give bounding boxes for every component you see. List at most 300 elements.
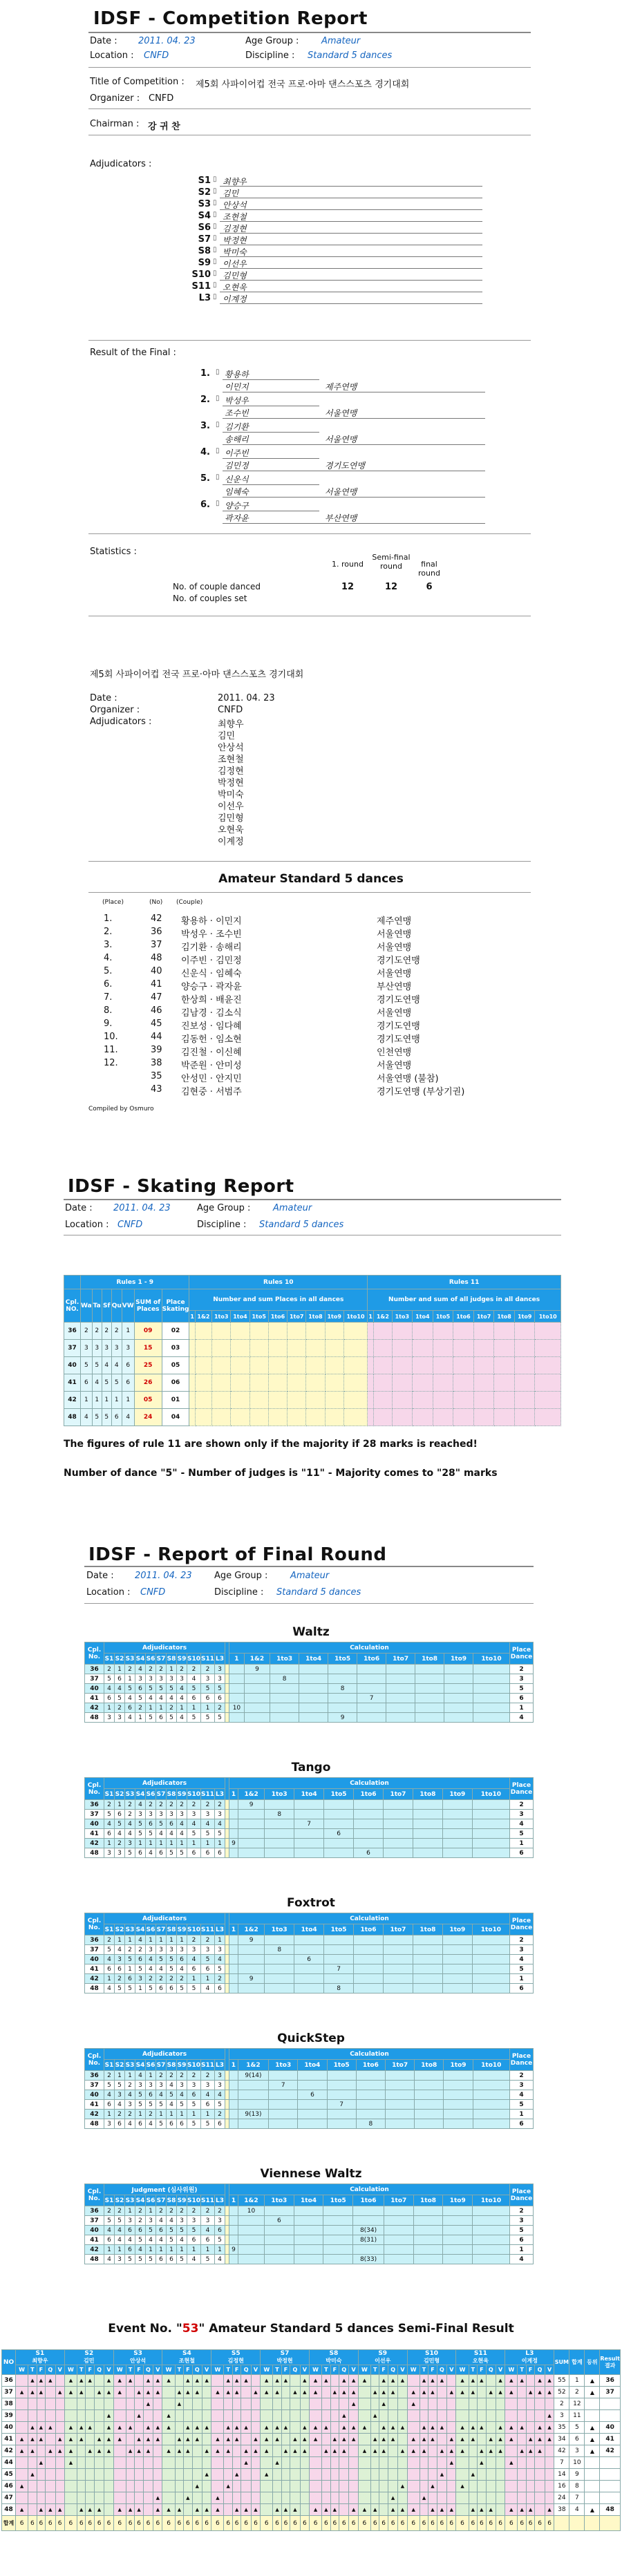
calc-header: 1to4 bbox=[294, 1789, 324, 1800]
mark-cell bbox=[505, 2445, 518, 2457]
calc-cell bbox=[473, 2206, 510, 2216]
sk-date: 2011. 04. 23 bbox=[113, 1203, 171, 1213]
calc-cell bbox=[356, 2090, 385, 2100]
mark-cell bbox=[211, 2469, 224, 2481]
summary-couple: 김진철 · 이신혜 bbox=[181, 1048, 242, 1058]
mark-cell: ▲ bbox=[486, 2445, 496, 2457]
footer-cell: 6 bbox=[86, 2516, 94, 2531]
mark-cell bbox=[370, 2375, 379, 2387]
judge-header bbox=[407, 2350, 456, 2365]
mark-cell: ▲ bbox=[456, 2434, 469, 2445]
mark-cell: ▲ bbox=[496, 2387, 505, 2398]
result-cell: 36 bbox=[600, 2375, 621, 2387]
mark-cell: 2 bbox=[177, 1665, 187, 1674]
mark-cell bbox=[126, 2434, 134, 2445]
mark-cell bbox=[447, 2469, 456, 2481]
mark-cell: ▲ bbox=[77, 2504, 86, 2516]
mark-cell bbox=[175, 2410, 183, 2422]
calc-cell bbox=[324, 1839, 354, 1848]
place-cell: 6 bbox=[510, 2119, 534, 2129]
fr-age: Amateur bbox=[290, 1571, 330, 1581]
cpl-cell: 40 bbox=[85, 2090, 104, 2100]
rule10-cell bbox=[195, 1323, 211, 1340]
mark-cell: 2 bbox=[104, 2071, 115, 2081]
mark-cell: ▲ bbox=[407, 2387, 420, 2398]
calc-cell bbox=[294, 2226, 323, 2235]
mark-cell bbox=[388, 2457, 397, 2469]
calc-cell bbox=[356, 2100, 385, 2110]
mark-cell: 5 bbox=[146, 2100, 156, 2110]
mark-cell: 4 bbox=[156, 2090, 167, 2100]
place-skating-cell: 04 bbox=[162, 1409, 189, 1426]
mark-cell bbox=[349, 2457, 358, 2469]
calc-cell bbox=[473, 2081, 509, 2090]
calc-cell bbox=[265, 1829, 294, 1839]
mark-cell: 1 bbox=[167, 1665, 177, 1674]
rule10-cell bbox=[189, 1357, 195, 1374]
mark-cell: 2 bbox=[146, 1974, 156, 1984]
dance-subheader: T bbox=[518, 2365, 526, 2375]
stats-r1-c2: 12 bbox=[384, 582, 398, 592]
calc-cell bbox=[229, 2090, 238, 2100]
mark-cell bbox=[518, 2387, 526, 2398]
table-row bbox=[85, 1800, 534, 1810]
mark-cell: 5 bbox=[135, 2100, 146, 2110]
mark-cell bbox=[55, 2469, 64, 2481]
mark-cell: ▲ bbox=[202, 2504, 211, 2516]
mark-cell: 1 bbox=[201, 1974, 215, 1984]
rule10-cell bbox=[195, 1357, 211, 1374]
mark-cell: 3 bbox=[177, 2081, 187, 2090]
dance-title: Foxtrot bbox=[287, 1896, 335, 1910]
calc-cell bbox=[324, 1848, 354, 1858]
adjudicator-name: 박정현 bbox=[223, 236, 247, 245]
mark-cell bbox=[322, 2469, 330, 2481]
judge-header: S7 bbox=[156, 1654, 167, 1665]
mark-cell bbox=[290, 2410, 300, 2422]
judge-header: S10 bbox=[187, 1924, 201, 1935]
mark-cell: 1 bbox=[125, 1674, 135, 1684]
mark-cell: ▲ bbox=[135, 2445, 143, 2457]
mark-cell: 2 bbox=[187, 2206, 201, 2216]
mark-cell: ▲ bbox=[322, 2375, 330, 2387]
mark-cell: 1 bbox=[201, 2245, 215, 2255]
rule11-cell bbox=[535, 1374, 561, 1392]
calc-cell: 6 bbox=[354, 1848, 384, 1858]
rule10-cell bbox=[212, 1357, 231, 1374]
mark-cell: 2 bbox=[156, 1665, 167, 1674]
judge-header: S10 bbox=[187, 1654, 201, 1665]
dance-subheader: Q bbox=[388, 2365, 397, 2375]
mark-cell: 3 bbox=[167, 1810, 177, 1819]
summary-adjudicator: 조현철 bbox=[218, 755, 244, 765]
mark-cell: 6 bbox=[187, 1848, 201, 1858]
mark-cell: 3 bbox=[104, 1713, 115, 1723]
calc-cell bbox=[413, 2226, 443, 2235]
calc-cell: 8 bbox=[324, 1984, 354, 1993]
mark-cell: ▲ bbox=[456, 2445, 469, 2457]
calc-header: 1to7 bbox=[386, 1654, 415, 1665]
cpl-cell: 42 bbox=[85, 1703, 104, 1713]
rule11-cell bbox=[374, 1409, 392, 1426]
mark-cell: ▲ bbox=[505, 2375, 518, 2387]
comp-title: 제5회 사파이어컵 전국 프로·아마 댄스스포츠 경기대회 bbox=[196, 79, 410, 90]
footer-cell: 6 bbox=[388, 2516, 397, 2531]
mark-cell: ▲ bbox=[339, 2445, 349, 2457]
judge-header: S9 bbox=[177, 2060, 187, 2071]
total-cell: 8 bbox=[569, 2481, 585, 2492]
footer-cell: 6 bbox=[143, 2516, 153, 2531]
mark-cell: 5 bbox=[187, 2100, 201, 2110]
mark-cell: 4 bbox=[177, 1684, 187, 1694]
mark-cell: ▲ bbox=[86, 2375, 94, 2387]
mark-cell: ▲ bbox=[290, 2387, 300, 2398]
footer-cell: 6 bbox=[505, 2516, 518, 2531]
mark-cell bbox=[330, 2481, 339, 2492]
dance-subheader: Q bbox=[535, 2365, 545, 2375]
table-row bbox=[2, 2492, 621, 2504]
mark-cell: 4 bbox=[104, 1819, 115, 1829]
mark-cell bbox=[113, 2481, 126, 2492]
summary-adjudicator: 최향우 bbox=[218, 719, 244, 730]
discipline-label: Discipline : bbox=[245, 50, 295, 61]
judge-header: S7 bbox=[156, 1789, 167, 1800]
rule10-cell bbox=[195, 1409, 211, 1426]
sum-header: SUM of Places bbox=[134, 1289, 162, 1323]
calc-cell bbox=[327, 2090, 356, 2100]
mark-cell: 1 bbox=[187, 2245, 201, 2255]
calc-cell bbox=[229, 1665, 245, 1674]
mark-cell: ▲ bbox=[349, 2504, 358, 2516]
calc-header: 1to9 bbox=[444, 1654, 473, 1665]
cpl-cell: 42 bbox=[85, 1974, 104, 1984]
calc-cell bbox=[299, 1665, 328, 1674]
mark-cell bbox=[86, 2434, 94, 2445]
mark-cell bbox=[192, 2469, 202, 2481]
mark-cell bbox=[322, 2481, 330, 2492]
mark-cell bbox=[46, 2469, 55, 2481]
final-man: 박성우 bbox=[225, 396, 249, 406]
mark-cell bbox=[113, 2398, 126, 2410]
footer-cell: 6 bbox=[77, 2516, 86, 2531]
rank-cell bbox=[585, 2492, 600, 2504]
footer-cell: 6 bbox=[104, 2516, 113, 2531]
mark-cell: ▲ bbox=[153, 2434, 162, 2445]
mark-cell: ▲ bbox=[28, 2375, 37, 2387]
mark-cell bbox=[28, 2457, 37, 2469]
mark-cell bbox=[175, 2422, 183, 2434]
mark-cell bbox=[192, 2445, 202, 2457]
mark-cell: ▲ bbox=[241, 2422, 251, 2434]
mark-cell bbox=[322, 2387, 330, 2398]
mark-cell bbox=[309, 2492, 321, 2504]
summary-no: 39 bbox=[151, 1045, 162, 1055]
rule10-cell bbox=[306, 1357, 325, 1374]
calc-cell bbox=[323, 2255, 353, 2264]
place-cell: 3 bbox=[122, 1340, 134, 1357]
mark-cell: 5 bbox=[215, 1713, 225, 1723]
calc-cell bbox=[413, 2235, 443, 2245]
calc-cell bbox=[385, 2119, 414, 2129]
calc-cell bbox=[270, 1684, 299, 1694]
dance-subheader: T bbox=[28, 2365, 37, 2375]
rule10-cell bbox=[306, 1323, 325, 1340]
calc-cell bbox=[472, 1800, 509, 1810]
place-cell: 2 bbox=[510, 1800, 534, 1810]
summary-couple: 안성민 · 안지민 bbox=[181, 1074, 242, 1084]
calc-cell bbox=[443, 2245, 473, 2255]
calc-header: 1to6 bbox=[354, 1924, 384, 1935]
mark-cell: 1 bbox=[167, 2245, 177, 2255]
mark-cell: 5 bbox=[104, 1945, 115, 1955]
dance-title: QuickStep bbox=[277, 2032, 345, 2045]
mark-cell: ▲ bbox=[428, 2434, 437, 2445]
table-row bbox=[85, 1665, 534, 1674]
rule11-cell bbox=[392, 1409, 413, 1426]
calc-cell bbox=[354, 1964, 384, 1974]
semi-title-post: " Amateur Standard 5 dances Semi-Final Result bbox=[198, 2322, 514, 2336]
mark-cell: 3 bbox=[115, 1955, 125, 1964]
mark-cell: ▲ bbox=[379, 2434, 388, 2445]
place-cell: 3 bbox=[510, 2081, 534, 2090]
rule11-cell bbox=[368, 1374, 374, 1392]
calc-cell bbox=[294, 1935, 324, 1945]
mark-cell bbox=[241, 2410, 251, 2422]
mark-cell: 1 bbox=[146, 2071, 156, 2081]
summary-couple: 김남경 · 김소식 bbox=[181, 1008, 242, 1019]
mark-cell: ▲ bbox=[16, 2387, 28, 2398]
dance-subheader: W bbox=[505, 2365, 518, 2375]
final-place: 2. bbox=[200, 395, 210, 405]
calc-cell bbox=[472, 1819, 509, 1829]
calc-header: 1to6 bbox=[354, 1789, 384, 1800]
sum-cell: 26 bbox=[134, 1374, 162, 1392]
judge-code: S4 bbox=[182, 2350, 191, 2357]
final-underline-2 bbox=[223, 497, 485, 498]
mark-cell: 6 bbox=[135, 1848, 146, 1858]
mark-cell bbox=[349, 2492, 358, 2504]
calc-cell: 8 bbox=[265, 1945, 294, 1955]
calc-cell bbox=[383, 1829, 413, 1839]
mark-cell bbox=[535, 2504, 545, 2516]
rule11-cell bbox=[473, 1392, 494, 1409]
mark-cell bbox=[526, 2481, 534, 2492]
mark-cell: ▲ bbox=[322, 2422, 330, 2434]
mark-cell bbox=[469, 2410, 477, 2422]
mark-cell: ▲ bbox=[330, 2445, 339, 2457]
mark-cell bbox=[456, 2504, 469, 2516]
mark-cell: 2 bbox=[146, 2110, 156, 2119]
mark-cell bbox=[349, 2481, 358, 2492]
mark-cell bbox=[251, 2375, 260, 2387]
location-value: CNFD bbox=[144, 50, 169, 61]
calc-cell bbox=[294, 1810, 324, 1819]
calc-cell bbox=[413, 1800, 442, 1810]
calc-cell bbox=[269, 2100, 298, 2110]
mark-cell bbox=[16, 2457, 28, 2469]
sum-cell: 52 bbox=[554, 2387, 569, 2398]
mark-cell: ▲ bbox=[281, 2375, 290, 2387]
mark-cell: 1 bbox=[125, 1964, 135, 1974]
mark-cell: 4 bbox=[167, 1829, 177, 1839]
mark-cell bbox=[113, 2410, 126, 2422]
footer-cell: 6 bbox=[469, 2516, 477, 2531]
mark-cell bbox=[202, 2387, 211, 2398]
place-cell: 6 bbox=[122, 1357, 134, 1374]
rule10-cell bbox=[195, 1392, 211, 1409]
mark-cell: ▲ bbox=[420, 2445, 428, 2457]
mark-cell: 1 bbox=[201, 1703, 215, 1713]
mark-cell: 5 bbox=[177, 2100, 187, 2110]
summary-club: 경기도연맹 bbox=[377, 1021, 420, 1032]
mark-cell: ▲ bbox=[330, 2434, 339, 2445]
mark-cell: 2 bbox=[177, 2071, 187, 2081]
mark-cell bbox=[428, 2398, 437, 2410]
header-row bbox=[85, 1913, 534, 1924]
mark-cell: 3 bbox=[146, 2081, 156, 2090]
mark-cell: ▲ bbox=[518, 2422, 526, 2434]
result-cell bbox=[600, 2457, 621, 2469]
summary-club: 서울연맹 bbox=[377, 929, 412, 940]
mark-cell bbox=[486, 2410, 496, 2422]
mark-cell bbox=[388, 2445, 397, 2457]
mark-cell: 5 bbox=[187, 1829, 201, 1839]
mark-cell: ▲ bbox=[232, 2469, 241, 2481]
mark-cell: ▲ bbox=[104, 2422, 113, 2434]
footer-cell: 6 bbox=[162, 2516, 175, 2531]
mark-cell bbox=[370, 2422, 379, 2434]
dance-subheader: T bbox=[224, 2365, 232, 2375]
mark-cell bbox=[447, 2481, 456, 2492]
mark-cell: ▲ bbox=[143, 2387, 153, 2398]
mark-cell: 3 bbox=[177, 1945, 187, 1955]
mark-cell: ▲ bbox=[486, 2434, 496, 2445]
mark-cell: 1 bbox=[201, 1839, 215, 1848]
mark-cell: ▲ bbox=[202, 2422, 211, 2434]
mark-cell: 1 bbox=[177, 2245, 187, 2255]
mark-cell: 1 bbox=[104, 1974, 115, 1984]
mark-cell: ▲ bbox=[535, 2422, 545, 2434]
mark-cell bbox=[211, 2375, 224, 2387]
rule10-cell bbox=[212, 1392, 231, 1409]
mark-cell: ▲ bbox=[388, 2422, 397, 2434]
place-col-header: 1to5 bbox=[433, 1311, 453, 1323]
summary-place: 7. bbox=[104, 992, 113, 1003]
header-row bbox=[85, 1642, 534, 1654]
final-place: 4. bbox=[200, 447, 210, 457]
mark-cell: ▲ bbox=[322, 2445, 330, 2457]
mark-cell bbox=[126, 2481, 134, 2492]
mark-cell: 3 bbox=[146, 2216, 156, 2226]
mark-cell: 6 bbox=[215, 1848, 225, 1858]
mark-cell bbox=[251, 2398, 260, 2410]
mark-cell: ▲ bbox=[388, 2387, 397, 2398]
rule10-cell bbox=[268, 1374, 287, 1392]
mark-cell: ▲ bbox=[16, 2481, 28, 2492]
calc-cell bbox=[413, 2216, 443, 2226]
mark-cell: ▲ bbox=[420, 2422, 428, 2434]
calc-cell bbox=[442, 1800, 472, 1810]
summary-club: 경기도연맹 bbox=[377, 956, 420, 966]
rule10-cell bbox=[325, 1392, 343, 1409]
mark-cell: 3 bbox=[167, 1945, 177, 1955]
mark-cell: ▲ bbox=[407, 2504, 420, 2516]
total-cell: 11 bbox=[569, 2410, 585, 2422]
mark-cell: 3 bbox=[201, 1810, 215, 1819]
sum-cell: 7 bbox=[554, 2457, 569, 2469]
mark-cell: ▲ bbox=[388, 2375, 397, 2387]
mark-cell: ▲ bbox=[143, 2398, 153, 2410]
calc-cell bbox=[415, 2090, 444, 2100]
rule10-cell bbox=[268, 1409, 287, 1426]
calc-cell bbox=[473, 2216, 510, 2226]
mark-cell: 5 bbox=[187, 2226, 201, 2235]
mark-cell: ▲ bbox=[211, 2434, 224, 2445]
place-cell: 2 bbox=[510, 1935, 534, 1945]
mark-cell: 6 bbox=[215, 2226, 225, 2235]
dance-subheader: T bbox=[175, 2365, 183, 2375]
mark-cell bbox=[330, 2457, 339, 2469]
rule10-cell bbox=[231, 1374, 249, 1392]
mark-cell bbox=[339, 2481, 349, 2492]
mark-cell bbox=[202, 2398, 211, 2410]
mark-cell: 2 bbox=[167, 2071, 177, 2081]
mark-cell bbox=[496, 2457, 505, 2469]
sum-cell: 14 bbox=[554, 2469, 569, 2481]
mark-cell bbox=[202, 2410, 211, 2422]
judge-code: S7 bbox=[280, 2350, 290, 2357]
mark-cell: ▲ bbox=[349, 2422, 358, 2434]
mark-cell: 3 bbox=[115, 1848, 125, 1858]
summary-adjudicator: 김민형 bbox=[218, 813, 244, 824]
mark-cell: ▲ bbox=[290, 2504, 300, 2516]
mark-cell: 3 bbox=[125, 2216, 135, 2226]
mark-cell: ▲ bbox=[456, 2387, 469, 2398]
table-row bbox=[2, 2457, 621, 2469]
no-cell: 46 bbox=[2, 2481, 16, 2492]
mark-cell: ▲ bbox=[28, 2422, 37, 2434]
mark-cell: ▲ bbox=[339, 2387, 349, 2398]
rule10-cell bbox=[288, 1374, 306, 1392]
judge-header: S8 bbox=[167, 1789, 177, 1800]
mark-cell: 1 bbox=[115, 2245, 125, 2255]
mark-cell: ▲ bbox=[370, 2445, 379, 2457]
summary-club: 서울연맹 bbox=[377, 969, 412, 979]
comp-title-label: Title of Competition : bbox=[90, 77, 185, 87]
box-icon: ▯ bbox=[213, 246, 217, 254]
mark-cell: ▲ bbox=[28, 2445, 37, 2457]
calc-cell: 9 bbox=[229, 2245, 238, 2255]
sum-cell: 2 bbox=[554, 2398, 569, 2410]
skating-note-1: The figures of rule 11 are shown only if the majority if 28 marks is reached! bbox=[64, 1439, 478, 1450]
footer-cell: 6 bbox=[535, 2516, 545, 2531]
mark-cell: 5 bbox=[125, 2255, 135, 2264]
mark-cell: 5 bbox=[125, 1955, 135, 1964]
judge-header: S6 bbox=[146, 1789, 156, 1800]
place-cell: 5 bbox=[510, 1964, 534, 1974]
mark-cell bbox=[456, 2492, 469, 2504]
box-icon: ▯ bbox=[213, 281, 217, 289]
mark-cell: ▲ bbox=[251, 2445, 260, 2457]
footer-cell: 6 bbox=[518, 2516, 526, 2531]
judge-header: S4 bbox=[135, 1654, 146, 1665]
calc-header: 1&2 bbox=[238, 1924, 265, 1935]
mark-cell: 6 bbox=[135, 1684, 146, 1694]
place-cell: 3 bbox=[510, 1810, 534, 1819]
judge-header bbox=[505, 2350, 554, 2365]
rule11-cell bbox=[433, 1340, 453, 1357]
mark-cell bbox=[86, 2457, 94, 2469]
